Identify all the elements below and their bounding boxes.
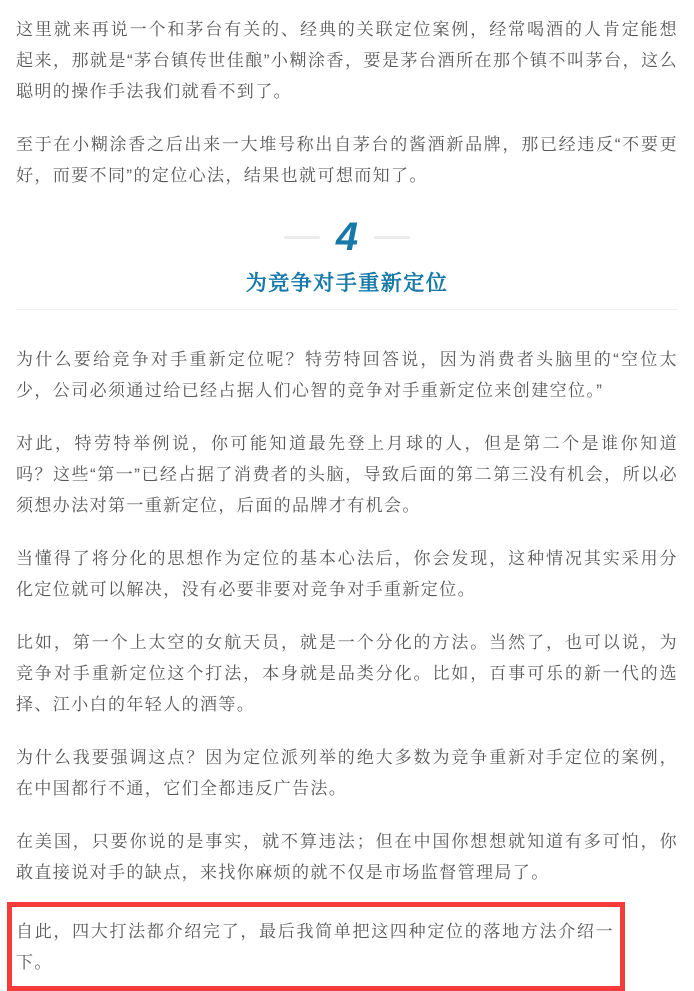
divider-dash-right bbox=[374, 236, 410, 239]
paragraph: 为什么我要强调这点？因为定位派列举的绝大多数为竞争重新对手定位的案例，在中国都行不通，它们全都违反广告法。 bbox=[16, 748, 678, 798]
paragraph: 这里就来再说一个和茅台有关的、经典的关联定位案例，经常喝酒的人肯定能想起来，那就是“茅台镇传世佳酿”小糊涂香，要是茅台酒所在那个镇不叫茅台，这么聪明的操作手法我们就看不到了。 bbox=[16, 20, 678, 101]
paragraph: 至于在小糊涂香之后出来一大堆号称出自茅台的酱酒新品牌，那已经违反“不要更好，而要不同”的定位心法，结果也就可想而知了。 bbox=[16, 135, 678, 185]
paragraph: 比如，第一个上太空的女航天员，就是一个分化的方法。当然了，也可以说，为竞争对手重新定位这个打法，本身就是品类分化。比如，百事可乐的新一代的选择、江小白的年轻人的酒等。 bbox=[16, 633, 678, 714]
section-title: 为竞争对手重新定位 bbox=[245, 272, 449, 295]
highlighted-paragraph: 自此，四大打法都介绍完了，最后我简单把这四种定位的落地方法介绍一下。 bbox=[16, 922, 614, 972]
section-number: 4 bbox=[335, 215, 359, 259]
highlight-box bbox=[7, 902, 625, 991]
section-number-row bbox=[16, 213, 678, 261]
paragraph: 为什么要给竞争对手重新定位呢？特劳特回答说，因为消费者头脑里的“空位太少，公司必须通过给已经占据人们心智的竞争对手重新定位来创建空位。” bbox=[16, 350, 678, 400]
divider-dash-left bbox=[284, 236, 320, 239]
section-header bbox=[16, 213, 678, 310]
paragraph: 对此，特劳特举例说，你可能知道最先登上月球的人，但是第二个是谁你知道吗？这些“第一”已经占据了消费者的头脑，导致后面的第二第三没有机会，所以必须想办法对第一重新定位，后面的品牌才有机会。 bbox=[16, 434, 678, 515]
paragraph: 当懂得了将分化的思想作为定位的基本心法后，你会发现，这种情况其实采用分化定位就可以解决，没有必要非要对竞争对手重新定位。 bbox=[16, 549, 678, 599]
section-divider-line bbox=[16, 309, 678, 310]
paragraph: 在美国，只要你说的是事实，就不算违法；但在中国你想想就知道有多可怕，你敢直接说对手的缺点，来找你麻烦的就不仅是市场监督管理局了。 bbox=[16, 832, 678, 882]
